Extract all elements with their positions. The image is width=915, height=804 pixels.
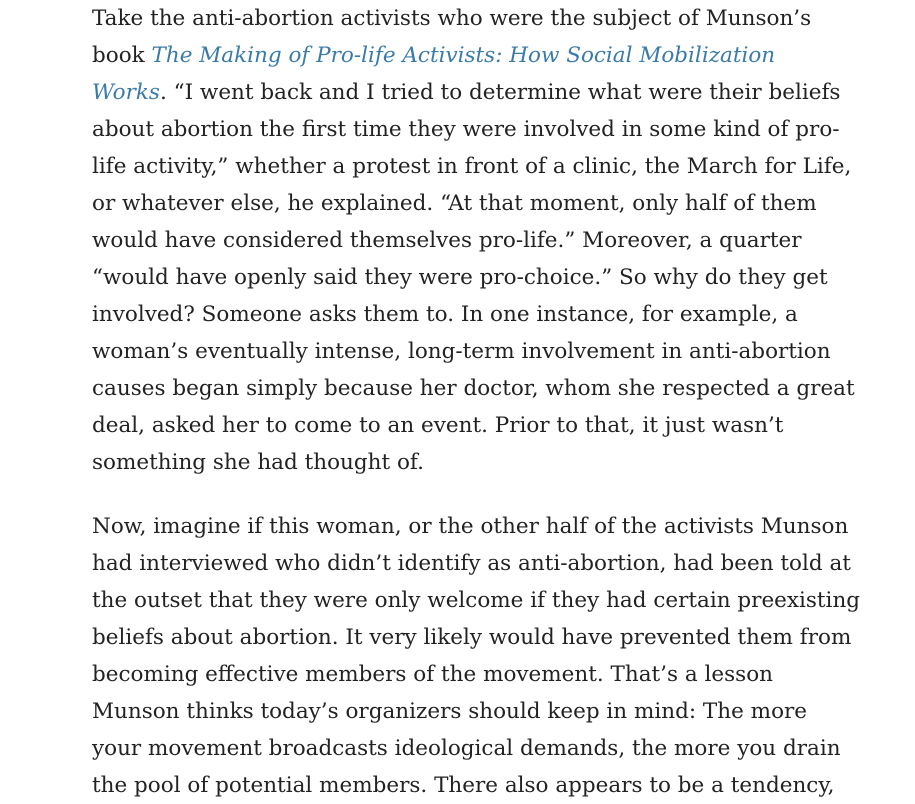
- text-line: the outset that they were only welcome if they had certain preexisting: [92, 588, 861, 613]
- book-title-link-continued[interactable]: Works: [92, 80, 160, 105]
- text-fragment: book: [92, 43, 152, 68]
- paragraph-ideological-demands: [92, 508, 861, 804]
- text-line: involved? Someone asks them to. In one instance, for example, a: [92, 302, 798, 327]
- paragraph-munson-activists: [92, 0, 855, 481]
- text-line: or whatever else, he explained. “At that moment, only half of them: [92, 191, 817, 216]
- text-line: your movement broadcasts ideological demands, the more you drain: [92, 736, 841, 761]
- text-line: about abortion the first time they were involved in some kind of pro-: [92, 117, 840, 142]
- text-line: causes began simply because her doctor, whom she respected a great: [92, 376, 855, 401]
- text-fragment: . “I went back and I tried to determine what were their beliefs: [159, 80, 841, 105]
- text-line: [92, 37, 832, 74]
- text-line: the pool of potential members. There also appears to be a tendency,: [92, 773, 835, 798]
- text-line: becoming effective members of the movement. That’s a lesson: [92, 662, 773, 687]
- text-line: life activity,” whether a protest in front of a clinic, the March for Life,: [92, 154, 852, 179]
- text-line: Now, imagine if this woman, or the other half of the activists Munson: [92, 514, 849, 539]
- text-line: “would have openly said they were pro-choice.” So why do they get: [92, 265, 828, 290]
- text-line: woman’s eventually intense, long-term involvement in anti-abortion: [92, 339, 831, 364]
- text-line: would have considered themselves pro-life.” Moreover, a quarter: [92, 228, 802, 253]
- text-line: beliefs about abortion. It very likely would have prevented them from: [92, 625, 852, 650]
- text-line: [92, 74, 841, 111]
- book-title-link[interactable]: The Making of Pro-life Activists: How Social Mobilization: [151, 43, 776, 68]
- text-line: Munson thinks today’s organizers should keep in mind: The more: [92, 699, 808, 724]
- text-line: deal, asked her to come to an event. Prior to that, it just wasn’t: [92, 413, 784, 438]
- text-line: Take the anti-abortion activists who were the subject of Munson’s: [92, 6, 812, 31]
- text-line: something she had thought of.: [92, 450, 424, 475]
- text-line: had interviewed who didn’t identify as anti-abortion, had been told at: [92, 551, 851, 576]
